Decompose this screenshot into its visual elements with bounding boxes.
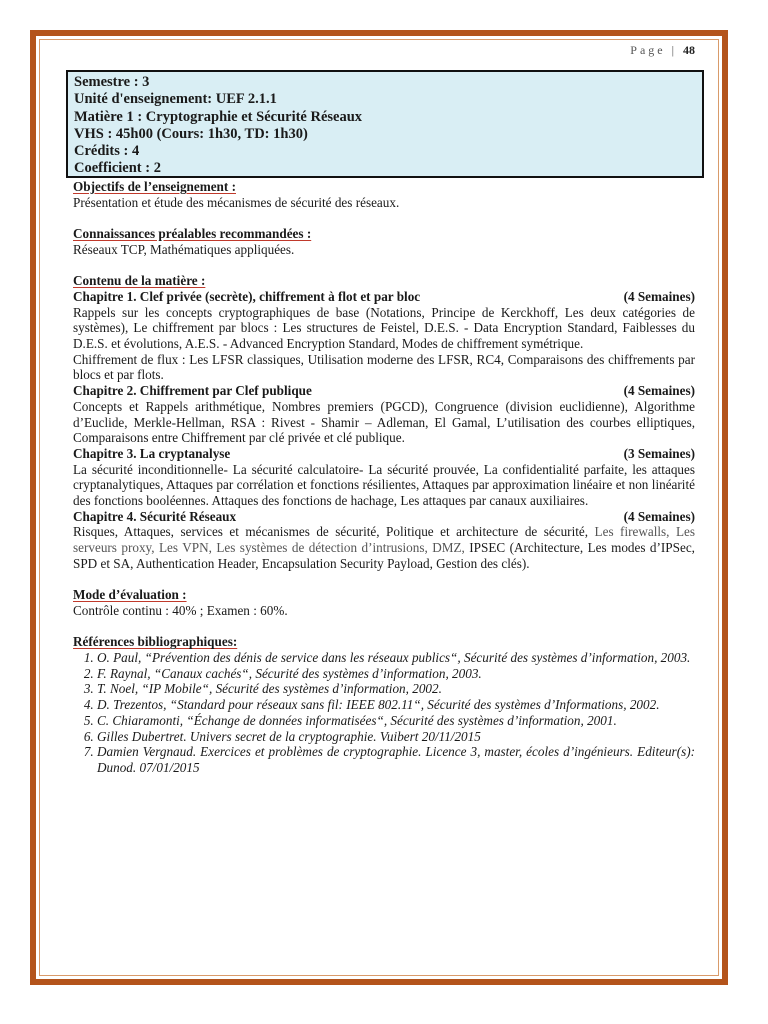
vhs: VHS : 45h00 (Cours: 1h30, TD: 1h30) [74,125,308,142]
chapter-1-text-1: Rappels sur les concepts cryptographiques de base (Notations, Principe de Kerckhoff, Les deux catégories de systèmes), Le chiffrement par blocs : Les structures de Feistel, D.E.S. - Data Encryption Standard, Faiblesses du D.E.S. et évolutions, A.E.S. - Advanced Encryption Standard, Modes de chiffrement symétrique. [73,304,695,351]
chapter-3-title: Chapitre 3. La cryptanalyse [73,445,231,461]
semestre: Semestre : 3 [74,74,150,90]
reference-item: 6. Gilles Dubertret. Univers secret de la cryptographie. Vuibert 20/11/2015 [97,729,695,745]
page-label: Page [630,43,666,57]
chapter-4-text-a: Risques, Attaques, services et mécanismes de sécurité, Politique et architecture de sécurité, [73,524,595,540]
chapter-1-text-2: Chiffrement de flux : Les LFSR classiques, Utilisation moderne des LFSR, RC4, Comparaisons des chiffrements par blocs et par flots. [73,351,695,383]
reference-item: 7. Damien Vergnaud. Exercices et problèmes de cryptographie. Licence 3, master, écoles d’ingénieurs. Editeur(s): Dunod. 07/01/2015 [97,744,695,775]
evaluation-title: Mode d’évaluation : [73,587,187,603]
reference-item: 2. F. Raynal, “Canaux cachés“, Sécurité des systèmes d’information, 2003. [97,666,695,682]
objectifs-title: Objectifs de l’enseignement : [73,179,236,194]
chapter-4-text-b: Les firewalls, Les serveurs proxy, Les VPN, Les systèmes de détection d’intrusions, DMZ, [73,524,695,556]
chapter-4-text-c: IPSEC (Architecture, Les modes d’IPSec, SPD et SA, Authentication Header, Encapsulation Security Payload, Gestion des clés). [73,540,695,571]
chapter-4-heading [73,509,695,525]
chapter-1-heading [73,289,695,305]
page-number [630,43,695,58]
reference-item: 3. T. Noel, “IP Mobile“, Sécurité des systèmes d’information, 2002. [97,681,695,697]
references-title: Références bibliographiques: [73,634,238,650]
chapter-1-title: Chapitre 1. Clef privée (secrète), chiffrement à flot et par bloc [73,288,421,304]
reference-item: 5. C. Chiaramonti, “Échange de données informatisées“, Sécurité des systèmes d’information, 2001. [97,713,695,729]
chapter-2-duration: (4 Semaines) [623,383,695,399]
document-body [73,179,695,776]
chapter-3-text: La sécurité inconditionnelle- La sécurité calculatoire- La sécurité prouvée, La confidentialité parfaite, les attaques cryptanalytiques, Attaques par corrélation et fonctions résilientes, Attaques par approximation linéaire et non linéarité des fonctions booléennes. Attaques des fonctions de hachage, Les attaques par canaux auxiliaires. [73,461,695,509]
page-separator: | [671,43,677,57]
chapter-4-text [73,524,695,571]
reference-item: 1. O. Paul, “Prévention des dénis de service dans les réseaux publics“, Sécurité des systèmes d’information, 2003. [97,650,695,666]
credits: Crédits : 4 [74,143,140,160]
prealables-text: Réseaux TCP, Mathématiques appliquées. [73,241,295,257]
contenu-title: Contenu de la matière : [73,273,206,289]
chapter-4-duration: (4 Semaines) [623,508,695,524]
chapter-4-title: Chapitre 4. Sécurité Réseaux [73,508,237,524]
coefficient: Coefficient : 2 [74,160,161,177]
reference-item: 4. D. Trezentos, “Standard pour réseaux sans fil: IEEE 802.11“, Sécurité des systèmes d’Informations, 2002. [97,697,695,713]
chapter-3-heading [73,446,695,462]
chapter-1-duration: (4 Semaines) [623,288,695,304]
chapter-2-text: Concepts et Rappels arithmétique, Nombres premiers (PGCD), Congruence (division euclidienne), Algorithme d’Euclide, Merkle-Hellman, RSA : Rivest - Shamir – Adleman, El Gamal, L’utilisation des courbes elliptiques, Comparaisons entre Chiffrement par clé privée et clé publique. [73,398,695,446]
evaluation-text: Contrôle continu : 40% ; Examen : 60%. [73,602,288,618]
course-info-box [66,70,704,178]
objectifs-text: Présentation et étude des mécanismes de sécurité des réseaux. [73,194,400,210]
references-list [73,650,695,776]
prealables-title: Connaissances préalables recommandées : [73,226,312,242]
unite: Unité d'enseignement: UEF 2.1.1 [74,91,277,108]
chapter-3-duration: (3 Semaines) [623,445,695,461]
page-number-value: 48 [683,43,695,57]
chapter-2-title: Chapitre 2. Chiffrement par Clef publique [73,383,312,399]
chapter-2-heading [73,383,695,399]
matiere: Matière 1 : Cryptographie et Sécurité Réseaux [74,108,363,125]
